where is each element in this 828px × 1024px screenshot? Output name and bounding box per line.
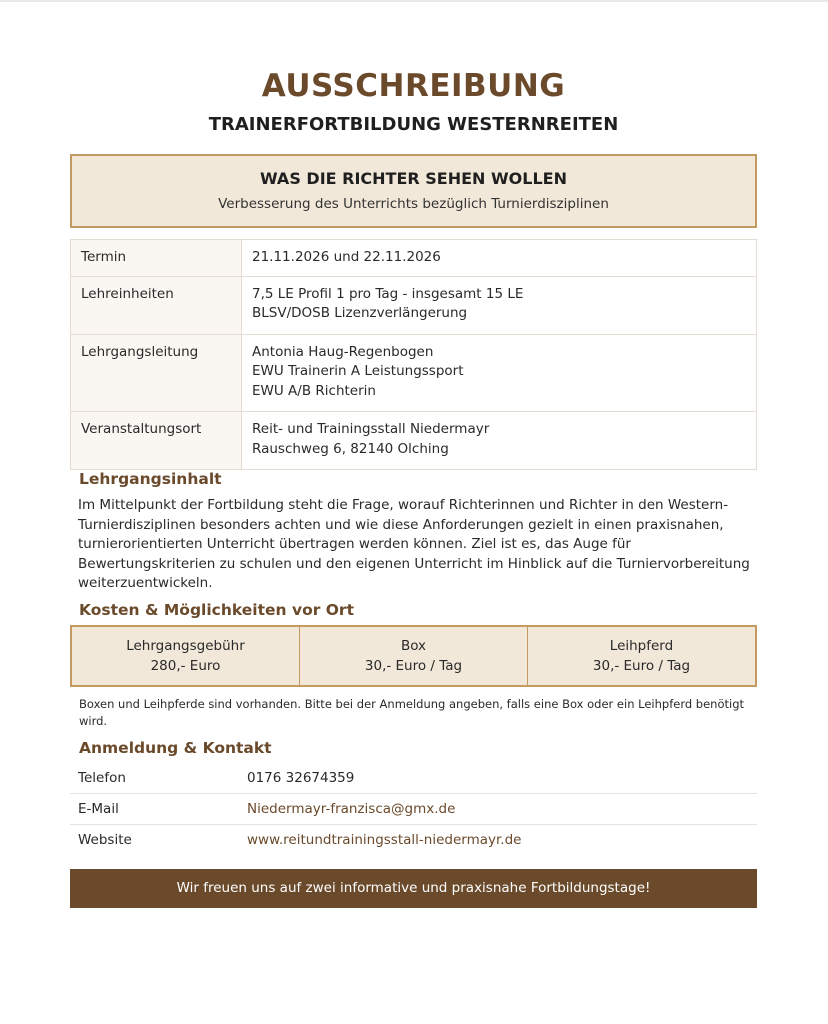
row-value <box>242 334 757 412</box>
value-line: EWU A/B Richterin <box>252 382 376 399</box>
table-row <box>71 276 757 334</box>
cost-item-horse <box>527 627 755 685</box>
cost-item-box <box>299 627 527 685</box>
document-title: AUSSCHREIBUNG <box>261 68 566 104</box>
contact-label: Website <box>78 832 132 848</box>
row-label: Veranstaltungsort <box>71 412 242 470</box>
website-link[interactable]: www.reitundtrainingsstall-niedermayr.de <box>247 832 522 848</box>
content-paragraph: Im Mittelpunkt der Fortbildung steht die Frage, worauf Richterinnen und Richter in den Western-Turnierdisziplinen besonders achten und wie diese Anforderungen gezielt in einen praxisnahen, turnierorientierten Unterricht übertragen werden können. Ziel ist es, das Auge für Bewertungskriterien zu schulen und den eigenen Unterricht im Hinblick auf die Turniervorbereitung weiterzuentwickeln. <box>78 497 750 591</box>
cost-value: 30,- Euro / Tag <box>364 657 463 674</box>
row-value <box>242 412 757 470</box>
table-row <box>71 334 757 412</box>
row-label: Lehrgangsleitung <box>71 334 242 412</box>
value-line: BLSV/DOSB Lizenzverlängerung <box>252 305 468 321</box>
email-link[interactable]: Niedermayr-franzisca@gmx.de <box>247 801 456 817</box>
cost-item-fee <box>72 627 299 685</box>
costs-box <box>70 625 757 687</box>
contact-list <box>70 763 757 855</box>
content-heading: Lehrgangsinhalt <box>79 470 222 488</box>
cost-label: Leihpferd <box>609 638 674 654</box>
costs-note: Boxen und Leihpferde sind vorhanden. Bitte bei der Anmeldung angeben, falls eine Box oder ein Leihpferd benötigt wird. <box>79 697 745 728</box>
cost-label: Lehrgangsgebühr <box>126 638 245 654</box>
value-line: 7,5 LE Profil 1 pro Tag - insgesamt 15 LE <box>252 285 524 302</box>
table-row <box>71 412 757 470</box>
table-row <box>71 240 757 277</box>
value-line: Antonia Haug-Regenbogen <box>252 343 434 360</box>
cost-label: Box <box>400 638 427 654</box>
value-line: 21.11.2026 und 22.11.2026 <box>252 249 441 265</box>
cost-value: 30,- Euro / Tag <box>592 657 691 674</box>
cost-value: 280,- Euro <box>150 657 221 674</box>
contact-row-website <box>70 825 757 855</box>
contact-row-phone <box>70 763 757 794</box>
topic-subtitle: Verbesserung des Unterrichts bezüglich Turnierdisziplinen <box>218 196 609 212</box>
row-label: Lehreinheiten <box>71 276 242 334</box>
costs-heading: Kosten & Möglichkeiten vor Ort <box>79 601 354 619</box>
value-line: Reit- und Trainingsstall Niedermayr <box>252 421 490 437</box>
info-table <box>70 239 757 470</box>
topic-highlight-box <box>70 154 757 228</box>
contact-row-email <box>70 794 757 825</box>
document-subtitle: TRAINERFORTBILDUNG WESTERNREITEN <box>208 114 619 135</box>
topic-title: WAS DIE RICHTER SEHEN WOLLEN <box>260 169 567 188</box>
footer-banner: Wir freuen uns auf zwei informative und praxisnahe Fortbildungstage! <box>70 869 757 908</box>
value-line: EWU Trainerin A Leistungssport <box>252 363 464 379</box>
phone-number[interactable]: 0176 32674359 <box>247 770 355 786</box>
row-value <box>242 240 757 277</box>
row-value <box>242 276 757 334</box>
value-line: Rauschweg 6, 82140 Olching <box>252 440 449 457</box>
contact-heading: Anmeldung & Kontakt <box>79 739 272 757</box>
contact-label: Telefon <box>78 770 126 786</box>
top-divider <box>0 0 828 2</box>
row-label: Termin <box>71 240 242 277</box>
contact-label: E-Mail <box>78 801 119 817</box>
